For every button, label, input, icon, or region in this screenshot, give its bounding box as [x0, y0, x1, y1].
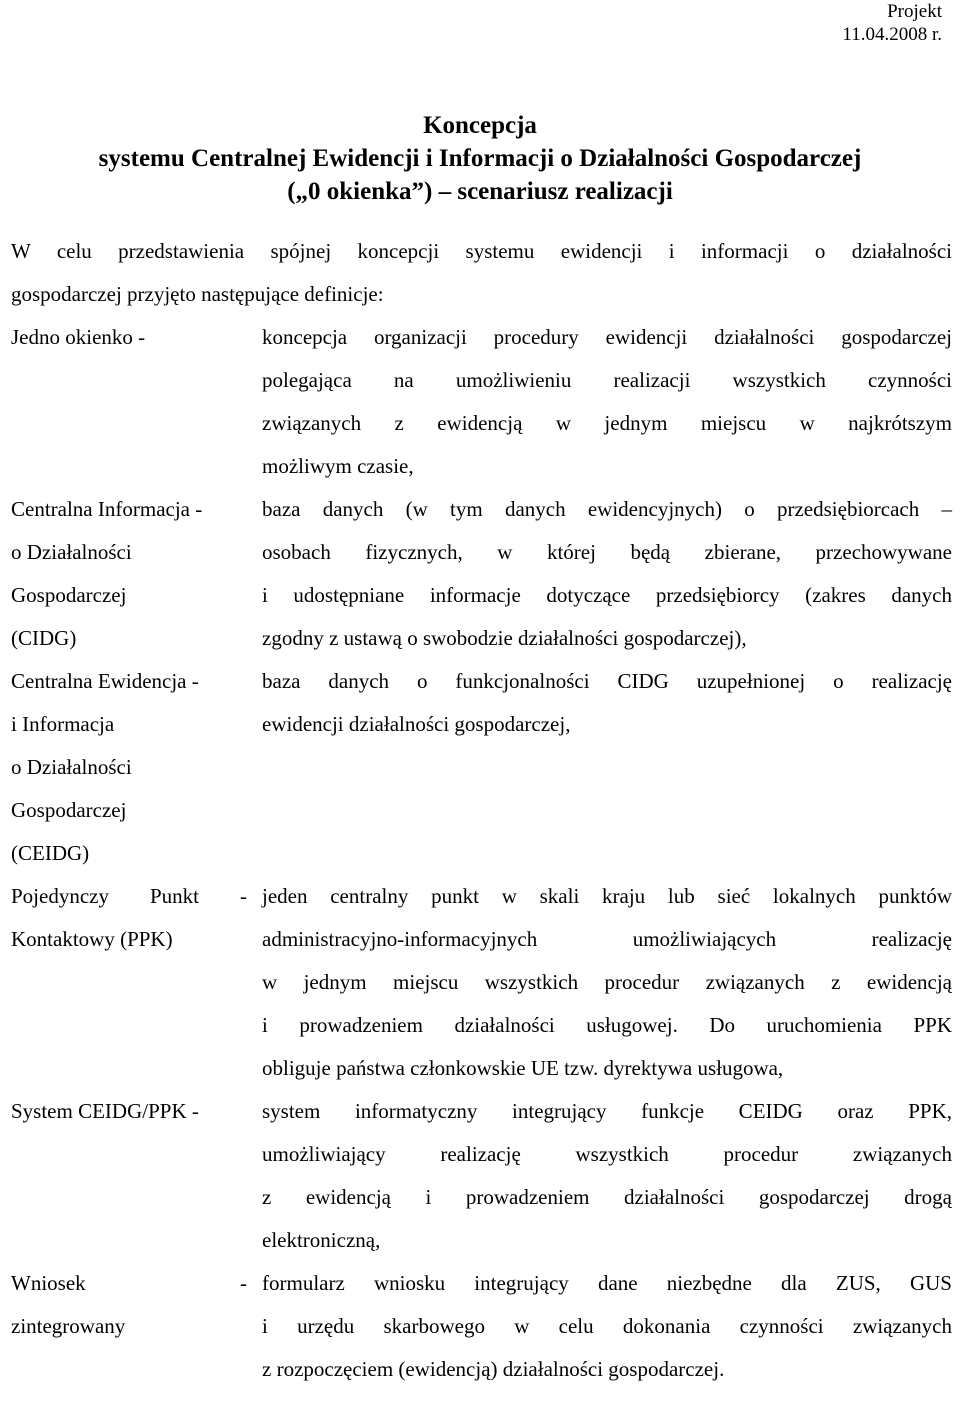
definition-row — [11, 1262, 952, 1391]
intro-line-1: W celu przedstawienia spójnej koncepcji systemu ewidencji i informacji o działalności — [11, 239, 952, 263]
definition-term — [11, 1090, 247, 1133]
definition-term-line: Pojedynczy Punkt - — [11, 884, 247, 908]
definition-term-line: Centralna Ewidencja - — [11, 669, 199, 693]
definition-row — [11, 488, 952, 660]
definition-description-line: polegająca na umożliwieniu realizacji wszystkich czynności — [262, 368, 952, 392]
draft-date: 11.04.2008 r. — [842, 24, 942, 45]
definition-term-line: Jedno okienko - — [11, 325, 146, 349]
definition-description-line: i udostępniane informacje dotyczące przedsiębiorcy (zakres danych — [262, 583, 952, 607]
definition-description — [262, 488, 952, 660]
definition-term-line: i Informacja — [11, 712, 115, 736]
intro-line-2: gospodarczej przyjęto następujące definicje: — [11, 282, 384, 306]
definition-description — [262, 875, 952, 1090]
definition-description-line: zgodny z ustawą o swobodzie działalności gospodarczej), — [262, 626, 747, 650]
definition-description-line: i prowadzeniem działalności usługowej. Do uruchomienia PPK — [262, 1013, 952, 1037]
definition-row — [11, 316, 952, 488]
definition-term-line: (CEIDG) — [11, 841, 90, 865]
definition-term-line: Gospodarczej — [11, 798, 127, 822]
definition-description-line: administracyjno-informacyjnych umożliwiających realizację — [262, 927, 952, 951]
title-line-3: („0 okienka”) – scenariusz realizacji — [287, 178, 673, 205]
definition-description — [262, 1090, 952, 1262]
definition-term — [11, 875, 247, 961]
definition-term-line: o Działalności — [11, 540, 132, 564]
draft-label: Projekt — [887, 1, 942, 22]
definition-description-line: w jednym miejscu wszystkich procedur związanych z ewidencją — [262, 970, 952, 994]
definition-description-line: koncepcja organizacji procedury ewidencji działalności gospodarczej — [262, 325, 952, 349]
definition-description — [262, 1262, 952, 1391]
definition-description-line: i urzędu skarbowego w celu dokonania czynności związanych — [262, 1314, 952, 1338]
definition-description-line: możliwym czasie, — [262, 454, 414, 478]
title-line-1: Koncepcja — [423, 112, 537, 139]
definition-term-line: o Działalności — [11, 755, 132, 779]
definition-term-line: Centralna Informacja - — [11, 497, 203, 521]
definition-description-line: formularz wniosku integrujący dane niezbędne dla ZUS, GUS — [262, 1271, 952, 1295]
definition-description — [262, 660, 952, 746]
definition-description-line: baza danych (w tym danych ewidencyjnych) o przedsiębiorcach – — [262, 497, 952, 521]
definition-description-line: jeden centralny punkt w skali kraju lub sieć lokalnych punktów — [262, 884, 952, 908]
definition-term-line: Wniosek - — [11, 1271, 247, 1295]
definition-term — [11, 660, 247, 875]
definition-description-line: ewidencji działalności gospodarczej, — [262, 712, 571, 736]
definition-description-line: system informatyczny integrujący funkcje CEIDG oraz PPK, — [262, 1099, 952, 1123]
definition-term-line: System CEIDG/PPK - — [11, 1099, 199, 1123]
draft-header — [842, 0, 942, 46]
definition-description-line: z ewidencją i prowadzeniem działalności gospodarczej drogą — [262, 1185, 952, 1209]
definition-term-line: Kontaktowy (PPK) — [11, 927, 173, 951]
intro-paragraph — [11, 230, 952, 316]
definition-description-line: umożliwiający realizację wszystkich procedur związanych — [262, 1142, 952, 1166]
definition-description-line: obliguje państwa członkowskie UE tzw. dyrektywa usługowa, — [262, 1056, 784, 1080]
definition-term — [11, 488, 247, 660]
definition-term — [11, 316, 247, 359]
definition-term-line: Gospodarczej — [11, 583, 127, 607]
definition-description-line: osobach fizycznych, w której będą zbierane, przechowywane — [262, 540, 952, 564]
definitions-list — [11, 316, 952, 1391]
definition-description-line: baza danych o funkcjonalności CIDG uzupełnionej o realizację — [262, 669, 952, 693]
definition-term — [11, 1262, 247, 1348]
definition-term-line: zintegrowany — [11, 1314, 126, 1338]
definition-term-line: (CIDG) — [11, 626, 77, 650]
document-title — [0, 109, 960, 208]
definition-description-line: z rozpoczęciem (ewidencją) działalności gospodarczej. — [262, 1357, 725, 1381]
definition-row — [11, 1090, 952, 1262]
definition-description — [262, 316, 952, 488]
title-line-2: systemu Centralnej Ewidencji i Informacji o Działalności Gospodarczej — [98, 145, 862, 172]
definition-row — [11, 875, 952, 1090]
definition-description-line: związanych z ewidencją w jednym miejscu w najkrótszym — [262, 411, 952, 435]
definition-description-line: elektroniczną, — [262, 1228, 381, 1252]
definition-row — [11, 660, 952, 875]
